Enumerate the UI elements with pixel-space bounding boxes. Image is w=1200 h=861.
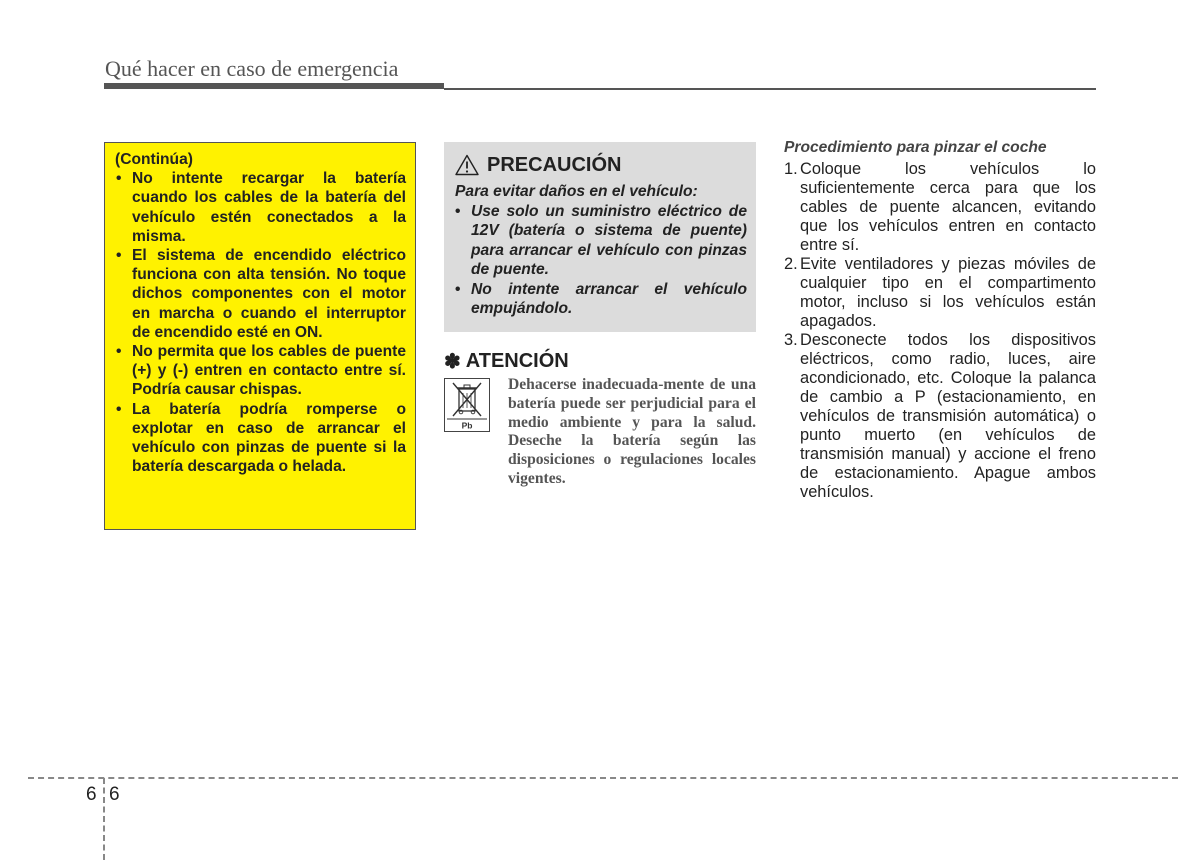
step-text: Coloque los vehículos lo suficientemente cerca para que los cables de puente alcancen, evitando que los vehículos entren en contacto entre sí.	[800, 160, 1096, 254]
warning-continued-label: (Continúa)	[115, 151, 193, 168]
pb-label: Pb	[461, 420, 473, 431]
chapter-number: 6	[86, 784, 97, 805]
warning-item: • La batería podría romperse o explotar en caso de arrancar el vehículo con pinzas de puente si la batería descargada o helada.	[115, 400, 406, 477]
step-number: 1.	[784, 160, 798, 178]
footer-vertical-divider	[103, 778, 105, 860]
warning-item: • No permita que los cables de puente (+) y (-) entren en contacto entre sí. Podría causar chispas.	[115, 342, 406, 400]
page-header-title: Qué hacer en caso de emergencia	[105, 56, 399, 81]
warning-triangle-icon	[455, 154, 479, 176]
procedure-title: Procedimiento para pinzar el coche	[784, 139, 1047, 156]
attention-text: Dehacerse inadecuada-mente de una batería puede ser perjudicial para el medio ambiente y para la salud. Deseche la batería según las disposiciones o regulaciones locales vigentes.	[508, 376, 756, 487]
page-number: 6	[109, 784, 120, 805]
caution-heading	[455, 152, 747, 178]
caution-item: • Use solo un suministro eléctrico de 12V (batería o sistema de puente) para arrancar el vehículo con pinzas de puente.	[455, 202, 747, 280]
step-text: Desconecte todos los dispositivos eléctricos, como radio, luces, aire acondicionado, etc. Coloque la palanca de cambio a P (estacionamiento, en vehículos de transmisión automática) o punto muerto (en vehículos de transmisión manual) y accione el freno de estacionamiento. Apague ambos vehículos.	[800, 331, 1096, 501]
attention-star-icon: ✽	[444, 351, 461, 373]
step-text: Evite ventiladores y piezas móviles de cualquier tipo en el compartimento motor, incluso si los vehículos están apagados.	[800, 255, 1096, 330]
attention-title: ATENCIÓN	[465, 350, 569, 372]
warning-list	[115, 169, 406, 476]
crossed-bin-icon	[444, 378, 490, 432]
caution-box	[444, 142, 756, 332]
warning-box	[104, 142, 416, 530]
header-rule-thick	[104, 83, 444, 89]
warning-item: • No intente recargar la batería cuando los cables de la batería del vehículo estén conectados a la misma.	[115, 169, 406, 246]
caution-list	[455, 202, 747, 319]
caution-item: • No intente arrancar el vehículo empujándolo.	[455, 280, 747, 319]
step-number: 2.	[784, 255, 798, 273]
caution-subtitle: Para evitar daños en el vehículo:	[455, 183, 698, 200]
attention-heading	[444, 349, 569, 374]
footer-divider	[28, 777, 1178, 779]
procedure-list	[784, 160, 1096, 502]
procedure-step	[784, 255, 1096, 331]
caution-title: PRECAUCIÓN	[487, 153, 622, 176]
procedure-step	[784, 160, 1096, 255]
step-number: 3.	[784, 331, 798, 349]
warning-item: • El sistema de encendido eléctrico funciona con alta tensión. No toque dichos componentes con el motor en marcha o cuando el interruptor de encendido esté en ON.	[115, 246, 406, 342]
procedure-step	[784, 331, 1096, 502]
header-rule-thin	[444, 88, 1096, 90]
